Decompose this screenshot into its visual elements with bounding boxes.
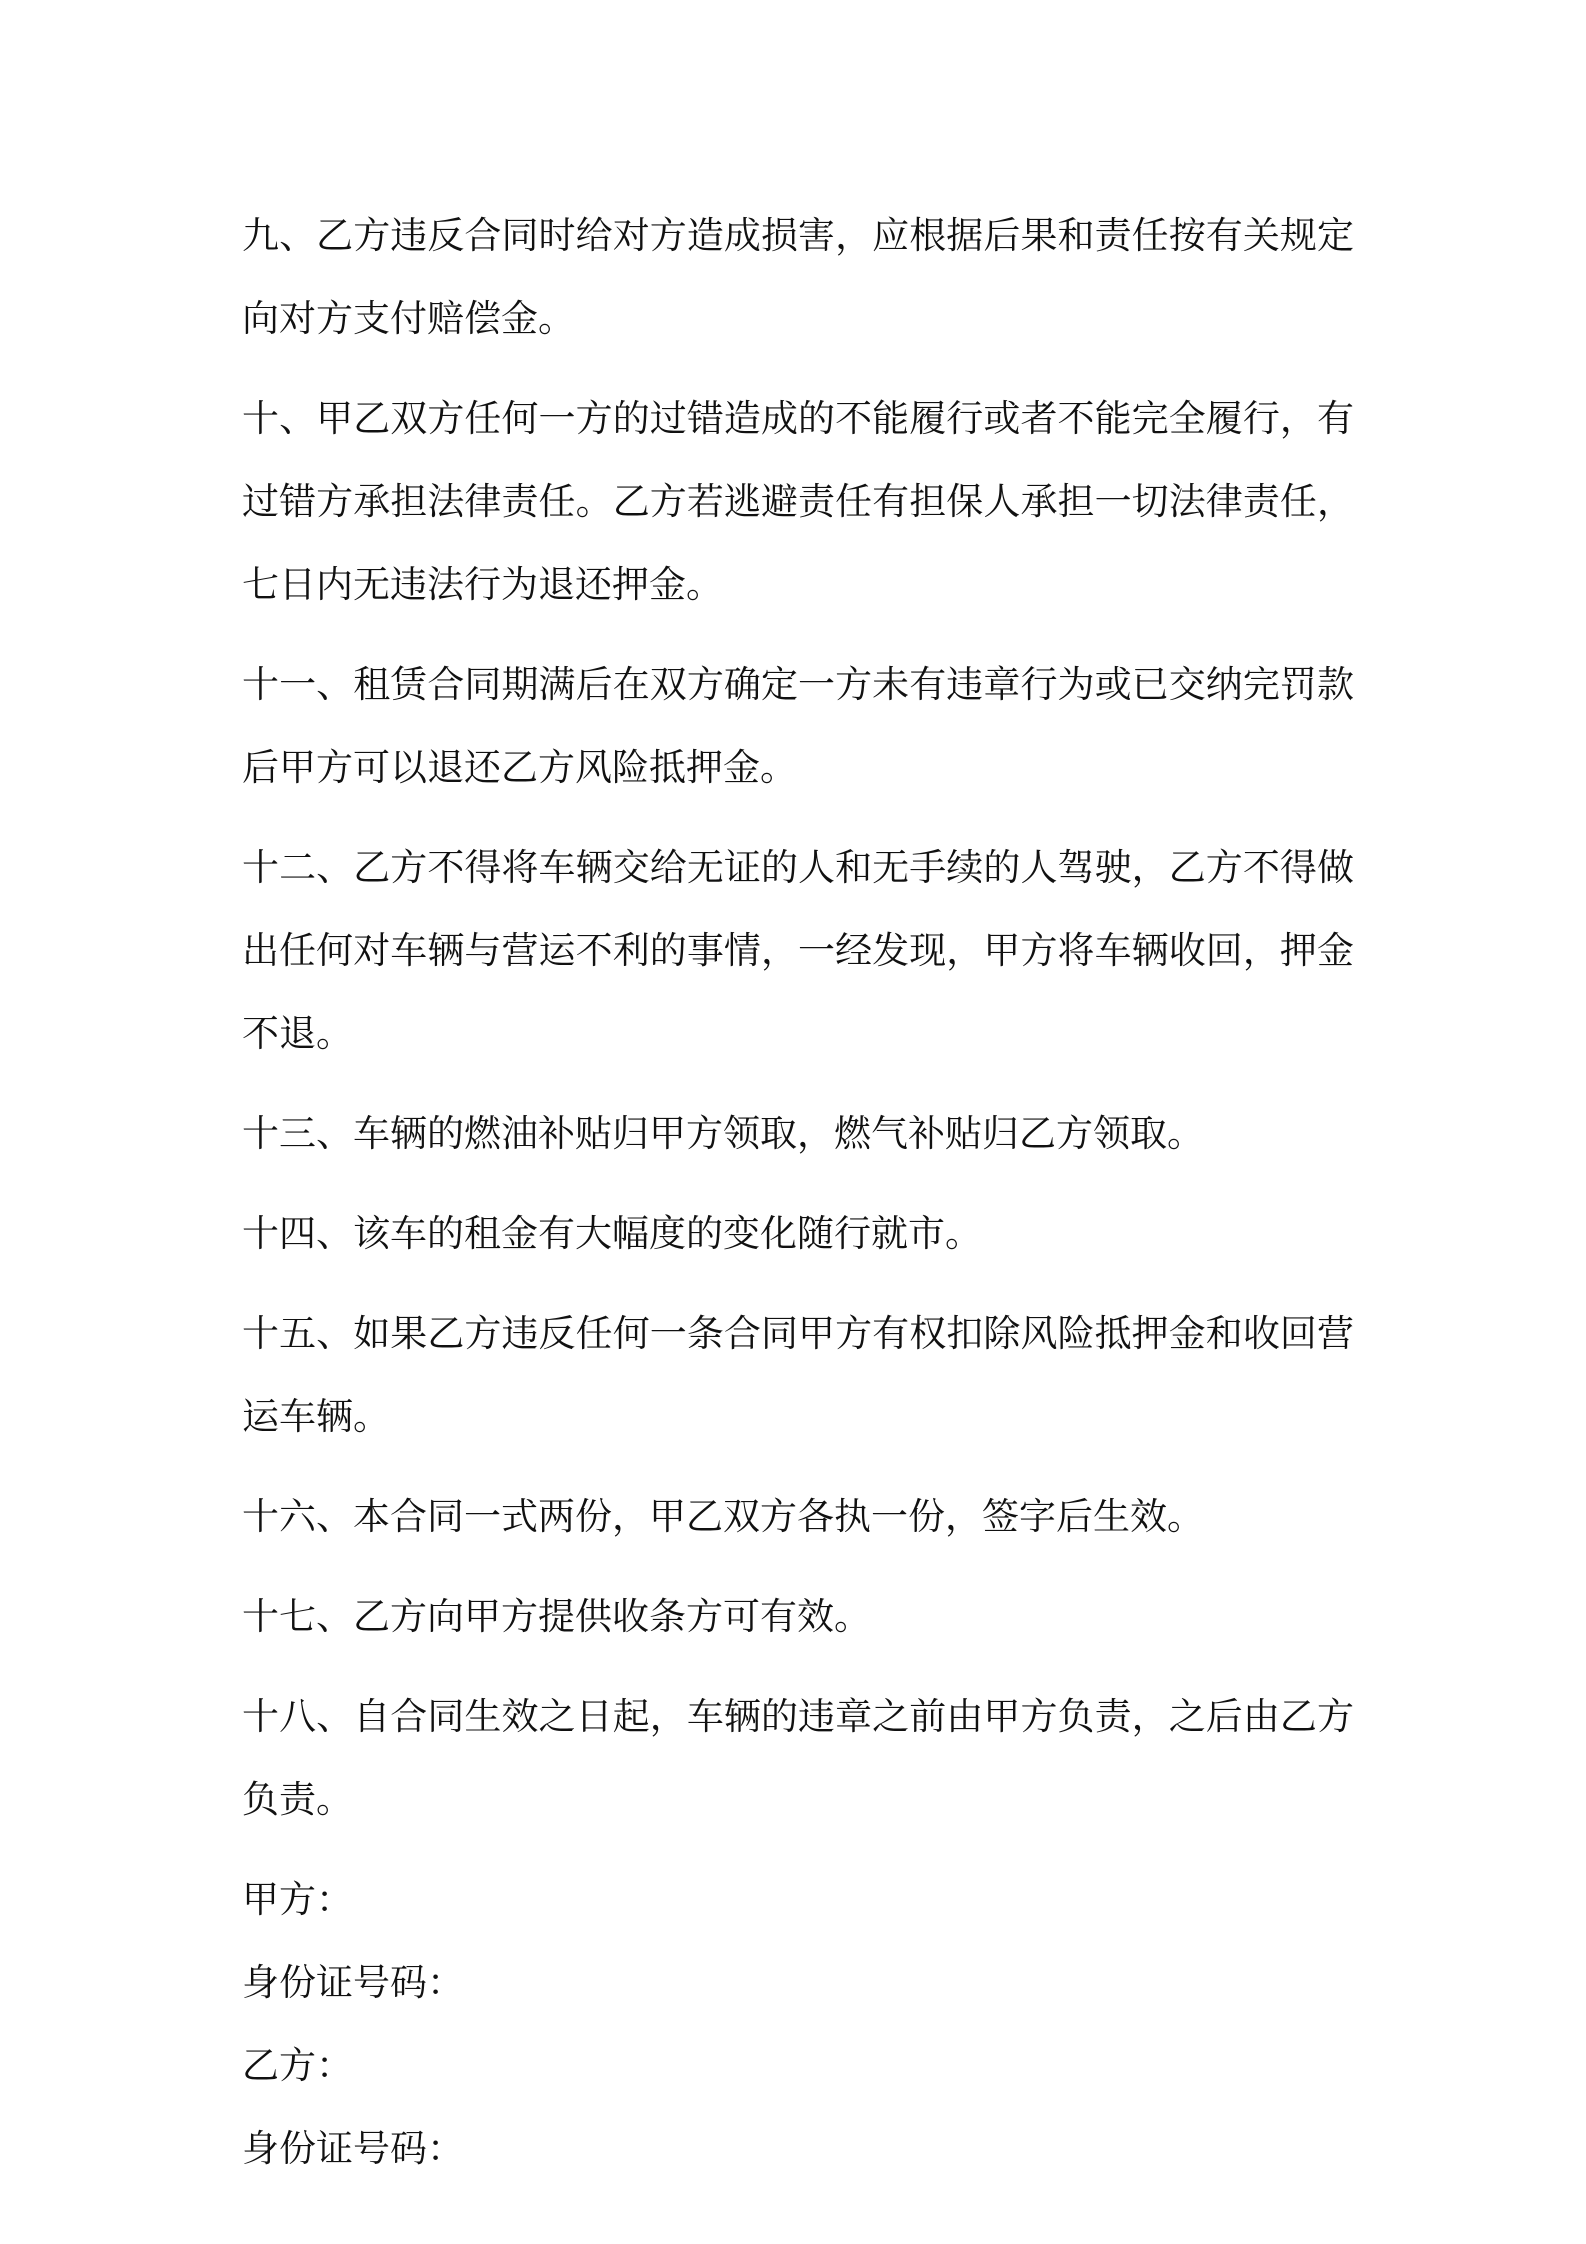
clause-14: 十四、该车的租金有大幅度的变化随行就市。 bbox=[242, 1212, 982, 1255]
clause-9: 九、乙方违反合同时给对方造成损害，应根据后果和责任按有关规定向对方支付赔偿金。 bbox=[242, 214, 1354, 340]
party-b-id-label: 身份证号码： bbox=[242, 2127, 464, 2170]
party-a-id-label: 身份证号码： bbox=[242, 1961, 464, 2004]
clause-17: 十七、乙方向甲方提供收条方可有效。 bbox=[242, 1595, 871, 1638]
clause-16: 十六、本合同一式两份，甲乙双方各执一份，签字后生效。 bbox=[242, 1495, 1204, 1538]
clause-10: 十、甲乙双方任何一方的过错造成的不能履行或者不能完全履行，有过错方承担法律责任。乙方若逃避责任有担保人承担一切法律责任，七日内无违法行为退还押金。 bbox=[242, 397, 1354, 606]
clause-11: 十一、租赁合同期满后在双方确定一方未有违章行为或已交纳完罚款后甲方可以退还乙方风险抵押金。 bbox=[242, 663, 1354, 789]
party-b-label: 乙方： bbox=[242, 2044, 353, 2087]
contract-body bbox=[242, 194, 1354, 2190]
party-a-label: 甲方： bbox=[242, 1878, 353, 1921]
clause-18: 十八、自合同生效之日起，车辆的违章之前由甲方负责，之后由乙方负责。 bbox=[242, 1695, 1354, 1821]
clause-15: 十五、如果乙方违反任何一条合同甲方有权扣除风险抵押金和收回营运车辆。 bbox=[242, 1312, 1354, 1438]
signature-block bbox=[242, 1858, 1354, 2190]
clause-13: 十三、车辆的燃油补贴归甲方领取，燃气补贴归乙方领取。 bbox=[242, 1112, 1204, 1155]
clause-12: 十二、乙方不得将车辆交给无证的人和无手续的人驾驶，乙方不得做出任何对车辆与营运不利的事情，一经发现，甲方将车辆收回，押金不退。 bbox=[242, 846, 1354, 1055]
